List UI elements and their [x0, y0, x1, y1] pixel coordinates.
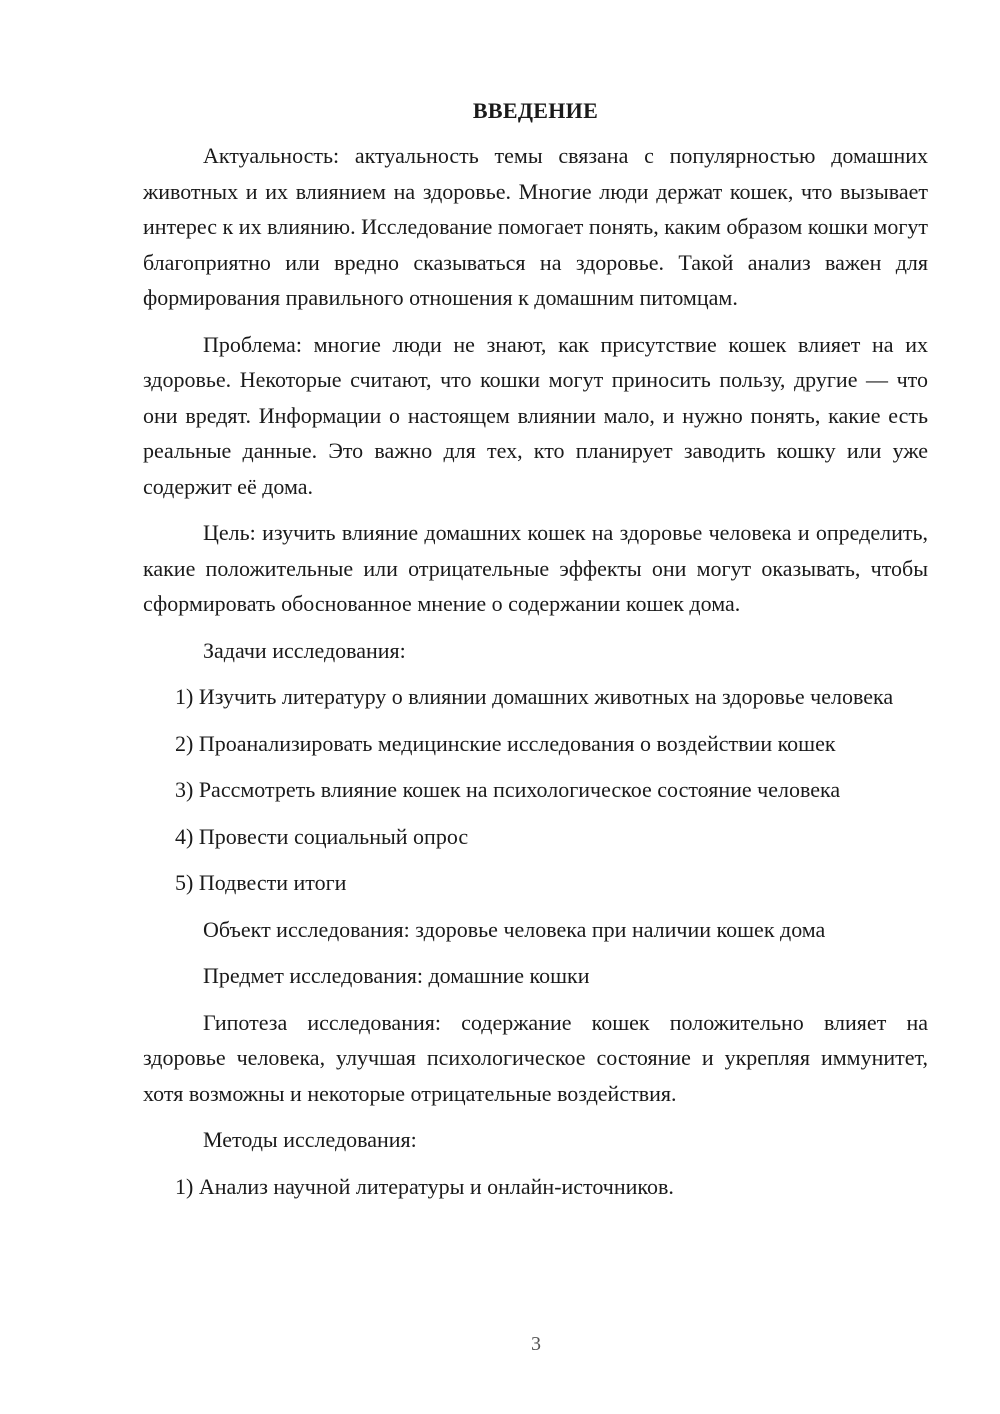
research-object: Объект исследования: здоровье человека при наличии кошек дома	[203, 916, 826, 942]
research-subject: Предмет исследования: домашние кошки	[203, 963, 590, 988]
task-item-3: 3) Рассмотреть влияние кошек на психологическое состояние человека	[175, 777, 841, 802]
task-item-4: 4) Провести социальный опрос	[175, 823, 469, 849]
paragraph-problem: Проблема: многие люди не знают, как присутствие кошек влияет на их здоровье. Некоторые считают, что кошки могут приносить пользу, другие — что они вредят. Информации о настоящем влиянии мало, и нужно понять, какие есть реальные данные. Это важно для тех, кто планирует заводить кошку или уже содержит её дома.	[143, 331, 928, 499]
task-item-1: 1) Изучить литературу о влиянии домашних животных на здоровье человека	[175, 684, 894, 709]
paragraph-relevance: Актуальность: актуальность темы связана с популярностью домашних животных и их влиянием на здоровье. Многие люди держат кошек, что вызывает интерес к их влиянию. Исследование помогает понять, каким образом кошки могут благоприятно или вредно сказываться на здоровье. Такой анализ важен для формирования правильного отношения к домашним питомцам.	[143, 143, 928, 310]
method-item-1: 1) Анализ научной литературы и онлайн-источников.	[175, 1173, 674, 1199]
task-item-5: 5) Подвести итоги	[175, 870, 347, 895]
page-number: 3	[531, 1333, 541, 1355]
tasks-heading: Задачи исследования:	[203, 637, 406, 663]
document-page	[143, 96, 928, 1215]
research-hypothesis: Гипотеза исследования: содержание кошек положительно влияет на здоровье человека, улучшая психологическое состояние и укрепляя иммунитет, хотя возможны и некоторые отрицательные воздействия.	[143, 1009, 928, 1106]
task-item-2: 2) Проанализировать медицинские исследования о воздействии кошек	[175, 730, 836, 756]
page-title: ВВЕДЕНИЕ	[472, 98, 599, 123]
paragraph-goal: Цель: изучить влияние домашних кошек на здоровье человека и определить, какие положительные или отрицательные эффекты они могут оказывать, чтобы сформировать обоснованное мнение о содержании кошек дома.	[143, 520, 928, 616]
methods-heading: Методы исследования:	[203, 1127, 417, 1152]
